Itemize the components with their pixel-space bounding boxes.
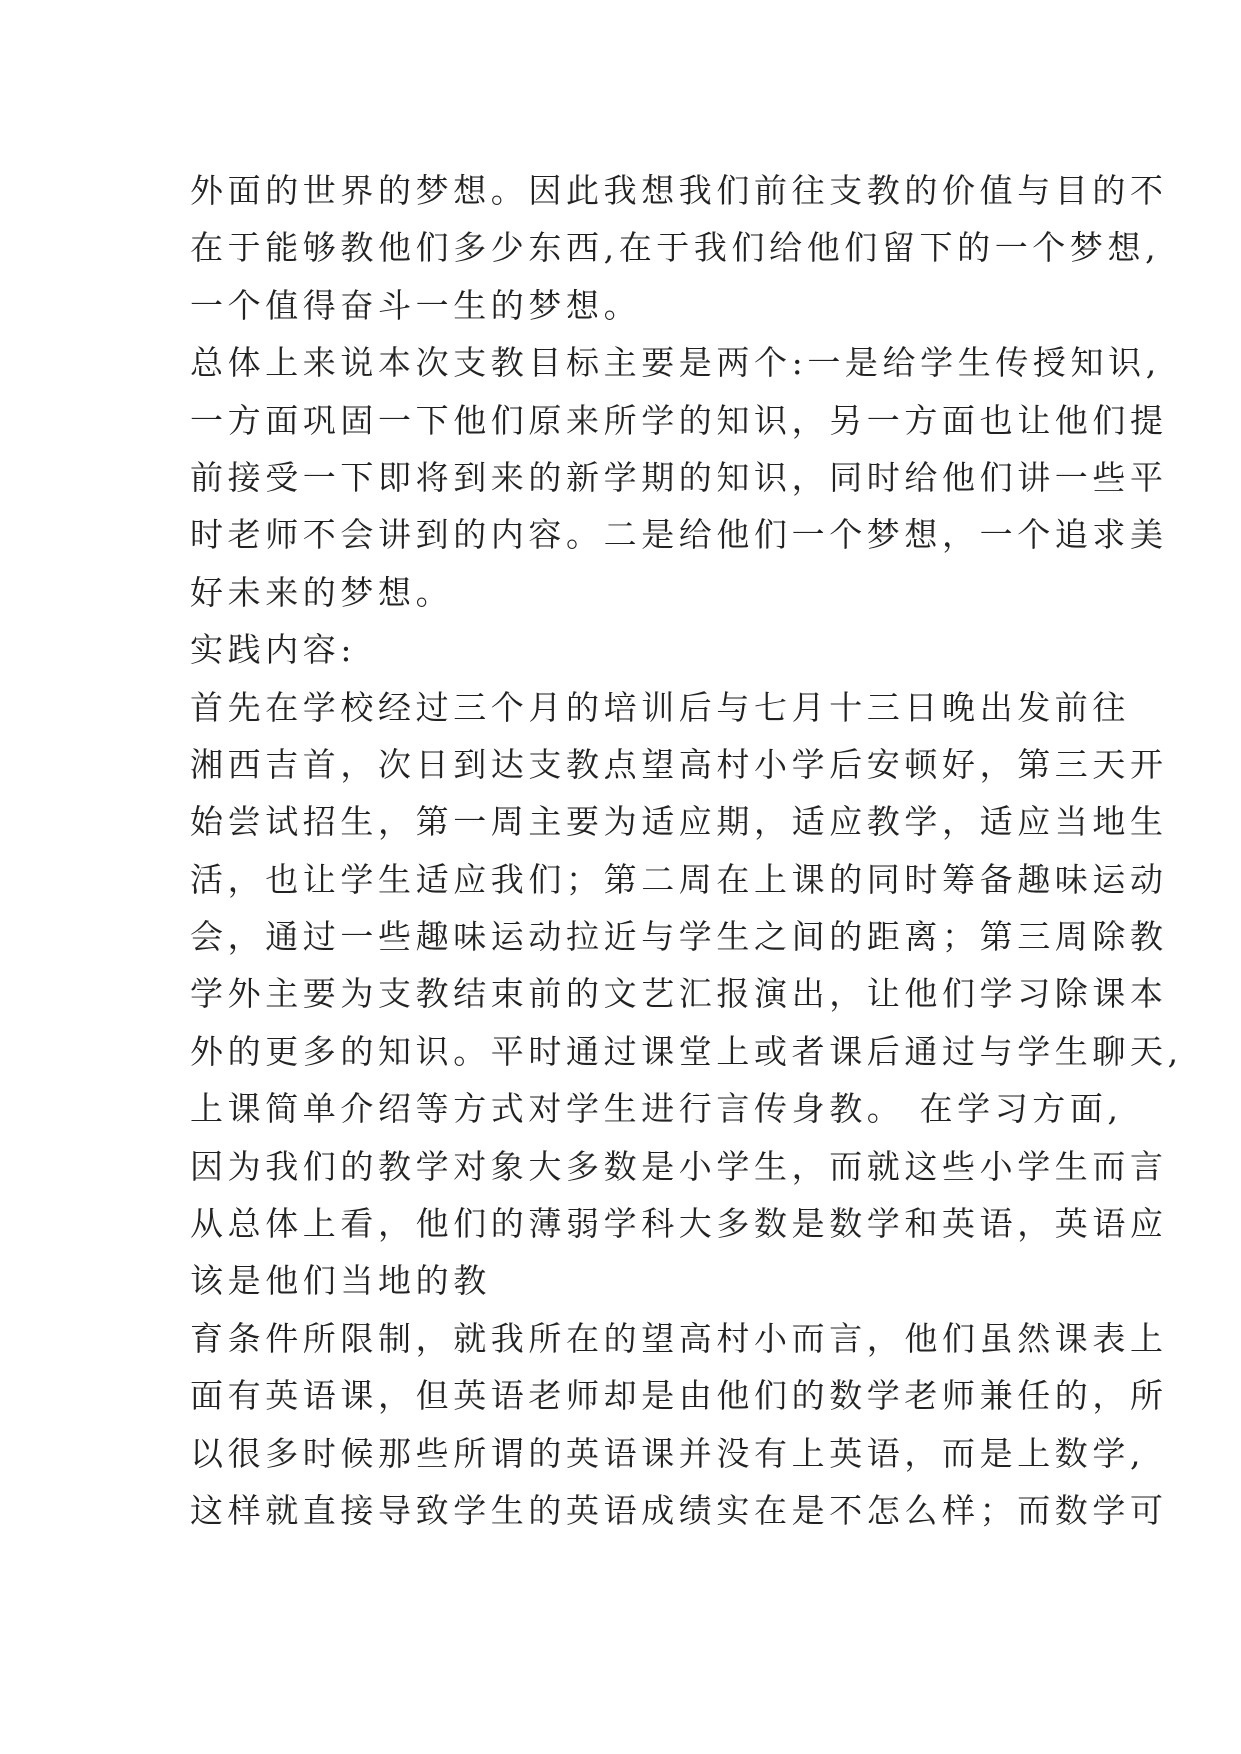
- text-line: 前接受一下即将到来的新学期的知识，同时给他们讲一些平: [190, 457, 1168, 497]
- text-line: 一个值得奋斗一生的梦想。: [190, 285, 642, 325]
- text-line: 好未来的梦想。: [190, 572, 454, 612]
- text-line: 外的更多的知识。平时通过课堂上或者课后通过与学生聊天,: [190, 1031, 1183, 1071]
- text-line: 一方面巩固一下他们原来所学的知识，另一方面也让他们提: [190, 400, 1168, 440]
- body-text: [190, 162, 1183, 1539]
- text-line: 学外主要为支教结束前的文艺汇报演出，让他们学习除课本: [190, 974, 1168, 1014]
- text-line: 上课简单介绍等方式对学生进行言传身教。 在学习方面,: [190, 1089, 1123, 1129]
- text-line: 以很多时候那些所谓的英语课并没有上英语，而是上数学,: [190, 1433, 1146, 1473]
- text-line: 育条件所限制，就我所在的望高村小而言，他们虽然课表上: [190, 1318, 1168, 1358]
- text-line: 时老师不会讲到的内容。二是给他们一个梦想，一个追求美: [190, 515, 1168, 555]
- text-line: 在于能够教他们多少东西,在于我们给他们留下的一个梦想,: [190, 228, 1161, 268]
- text-line: 会，通过一些趣味运动拉近与学生之间的距离；第三周除教: [190, 917, 1168, 957]
- text-line: 因为我们的教学对象大多数是小学生，而就这些小学生而言: [190, 1146, 1168, 1186]
- text-line: 面有英语课，但英语老师却是由他们的数学老师兼任的，所: [190, 1376, 1168, 1416]
- section-heading: 实践内容:: [190, 630, 357, 670]
- text-line: 总体上来说本次支教目标主要是两个:一是给学生传授知识,: [190, 343, 1161, 383]
- text-line: 始尝试招生，第一周主要为适应期，适应教学，适应当地生: [190, 802, 1168, 842]
- text-line: 外面的世界的梦想。因此我想我们前往支教的价值与目的不: [190, 171, 1168, 210]
- text-line: 从总体上看，他们的薄弱学科大多数是数学和英语，英语应: [190, 1204, 1168, 1244]
- text-line: 首先在学校经过三个月的培训后与七月十三日晚出发前往: [190, 687, 1130, 727]
- text-line: 这样就直接导致学生的英语成绩实在是不怎么样；而数学可: [190, 1490, 1168, 1530]
- text-line: 该是他们当地的教: [190, 1261, 491, 1301]
- text-line: 湘西吉首，次日到达支教点望高村小学后安顿好，第三天开: [190, 744, 1168, 784]
- text-line: 活，也让学生适应我们；第二周在上课的同时筹备趣味运动: [190, 859, 1168, 899]
